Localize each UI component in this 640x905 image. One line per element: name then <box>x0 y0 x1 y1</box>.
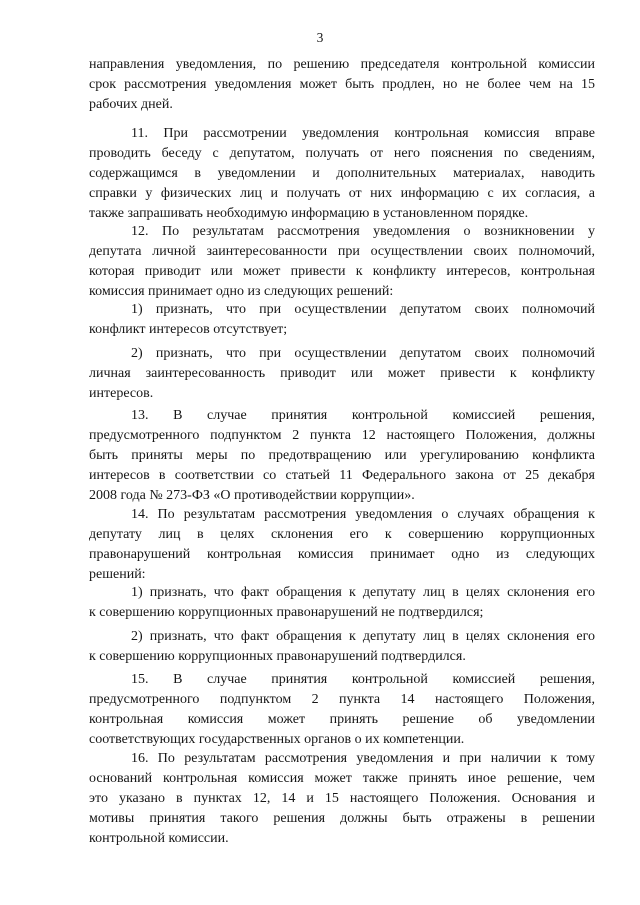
text-line: которая приводит или может привести к конфликту интересов, контрольная <box>89 264 595 279</box>
text-line: конфликт интересов отсутствует; <box>89 322 288 337</box>
text-line: предусмотренного подпунктом 2 пункта 12 настоящего Положения, должны <box>89 428 595 443</box>
text-line: быть приняты меры по предотвращению или урегулированию конфликта <box>89 448 595 463</box>
text-line: это указано в пунктах 12, 14 и 15 настоящего Положения. Основания и <box>89 791 595 806</box>
text-line: срок рассмотрения уведомления может быть продлен, но не более чем на 15 <box>89 77 595 92</box>
text-line: правонарушений контрольная комиссия принимает одно из следующих <box>89 547 595 562</box>
text-line: 2008 года № 273-ФЗ «О противодействии коррупции». <box>89 488 415 503</box>
paragraph-12-item-2 <box>89 344 595 404</box>
page-number: 3 <box>316 30 324 45</box>
text-line: 13. В случае принятия контрольной комиссией решения, <box>131 408 595 423</box>
paragraph-16 <box>89 749 595 849</box>
paragraph-continuation <box>89 55 595 115</box>
text-line: мотивы принятия такого решения должны быть отражены в решении <box>89 811 595 826</box>
paragraph-12 <box>89 222 595 302</box>
text-line: справки у физических лиц и получать от них информацию с их согласия, а <box>89 186 595 201</box>
text-line: 11. При рассмотрении уведомления контрольная комиссия вправе <box>131 126 595 141</box>
paragraph-14-item-2 <box>89 627 595 667</box>
text-line: 2) признать, что факт обращения к депутату лиц в целях склонения его <box>131 629 595 644</box>
text-line: 2) признать, что при осуществлении депутатом своих полномочий <box>131 346 595 361</box>
text-line: к совершению коррупционных правонарушений не подтвердился; <box>89 605 484 620</box>
text-line: содержащимся в уведомлении и дополнительных материалах, наводить <box>89 166 595 181</box>
text-line: интересов. <box>89 386 154 401</box>
text-line: контрольная комиссия может принять решение об уведомлении <box>89 712 595 727</box>
paragraph-14-item-1 <box>89 583 595 623</box>
text-line: интересов в соответствии со статьей 11 Федерального закона от 25 декабря <box>89 468 595 483</box>
text-line: направления уведомления, по решению председателя контрольной комиссии <box>89 57 595 72</box>
text-line: 16. По результатам рассмотрения уведомления и при наличии к тому <box>131 751 595 766</box>
text-line: 15. В случае принятия контрольной комиссией решения, <box>131 672 595 687</box>
text-line: контрольной комиссии. <box>89 831 229 846</box>
text-line: 1) признать, что факт обращения к депутату лиц в целях склонения его <box>131 585 595 600</box>
text-line: рабочих дней. <box>89 97 173 112</box>
text-line: соответствующих государственных органов о их компетенции. <box>89 732 465 747</box>
paragraph-12-item-1 <box>89 300 595 340</box>
text-line: личная заинтересованность приводит или может привести к конфликту <box>89 366 595 381</box>
text-line: предусмотренного подпунктом 2 пункта 14 настоящего Положения, <box>89 692 595 707</box>
text-line: к совершению коррупционных правонарушений подтвердился. <box>89 649 466 664</box>
paragraph-11 <box>89 124 595 224</box>
text-line: 1) признать, что при осуществлении депутатом своих полномочий <box>131 302 595 317</box>
paragraph-14 <box>89 505 595 585</box>
text-line: депутату лиц в целях склонения его к совершению коррупционных <box>89 527 595 542</box>
text-line: также запрашивать необходимую информацию в установленном порядке. <box>89 206 529 221</box>
text-line: 12. По результатам рассмотрения уведомления о возникновении у <box>131 224 595 239</box>
paragraph-15 <box>89 670 595 750</box>
text-line: оснований контрольная комиссия может также принять иное решение, чем <box>89 771 595 786</box>
text-line: комиссия принимает одно из следующих решений: <box>89 284 394 299</box>
text-line: решений: <box>89 567 146 582</box>
text-line: депутата личной заинтересованности при осуществлении своих полномочий, <box>89 244 595 259</box>
paragraph-13 <box>89 406 595 506</box>
text-line: 14. По результатам рассмотрения уведомления о случаях обращения к <box>131 507 595 522</box>
text-line: проводить беседу с депутатом, получать от него пояснения по сведениям, <box>89 146 595 161</box>
